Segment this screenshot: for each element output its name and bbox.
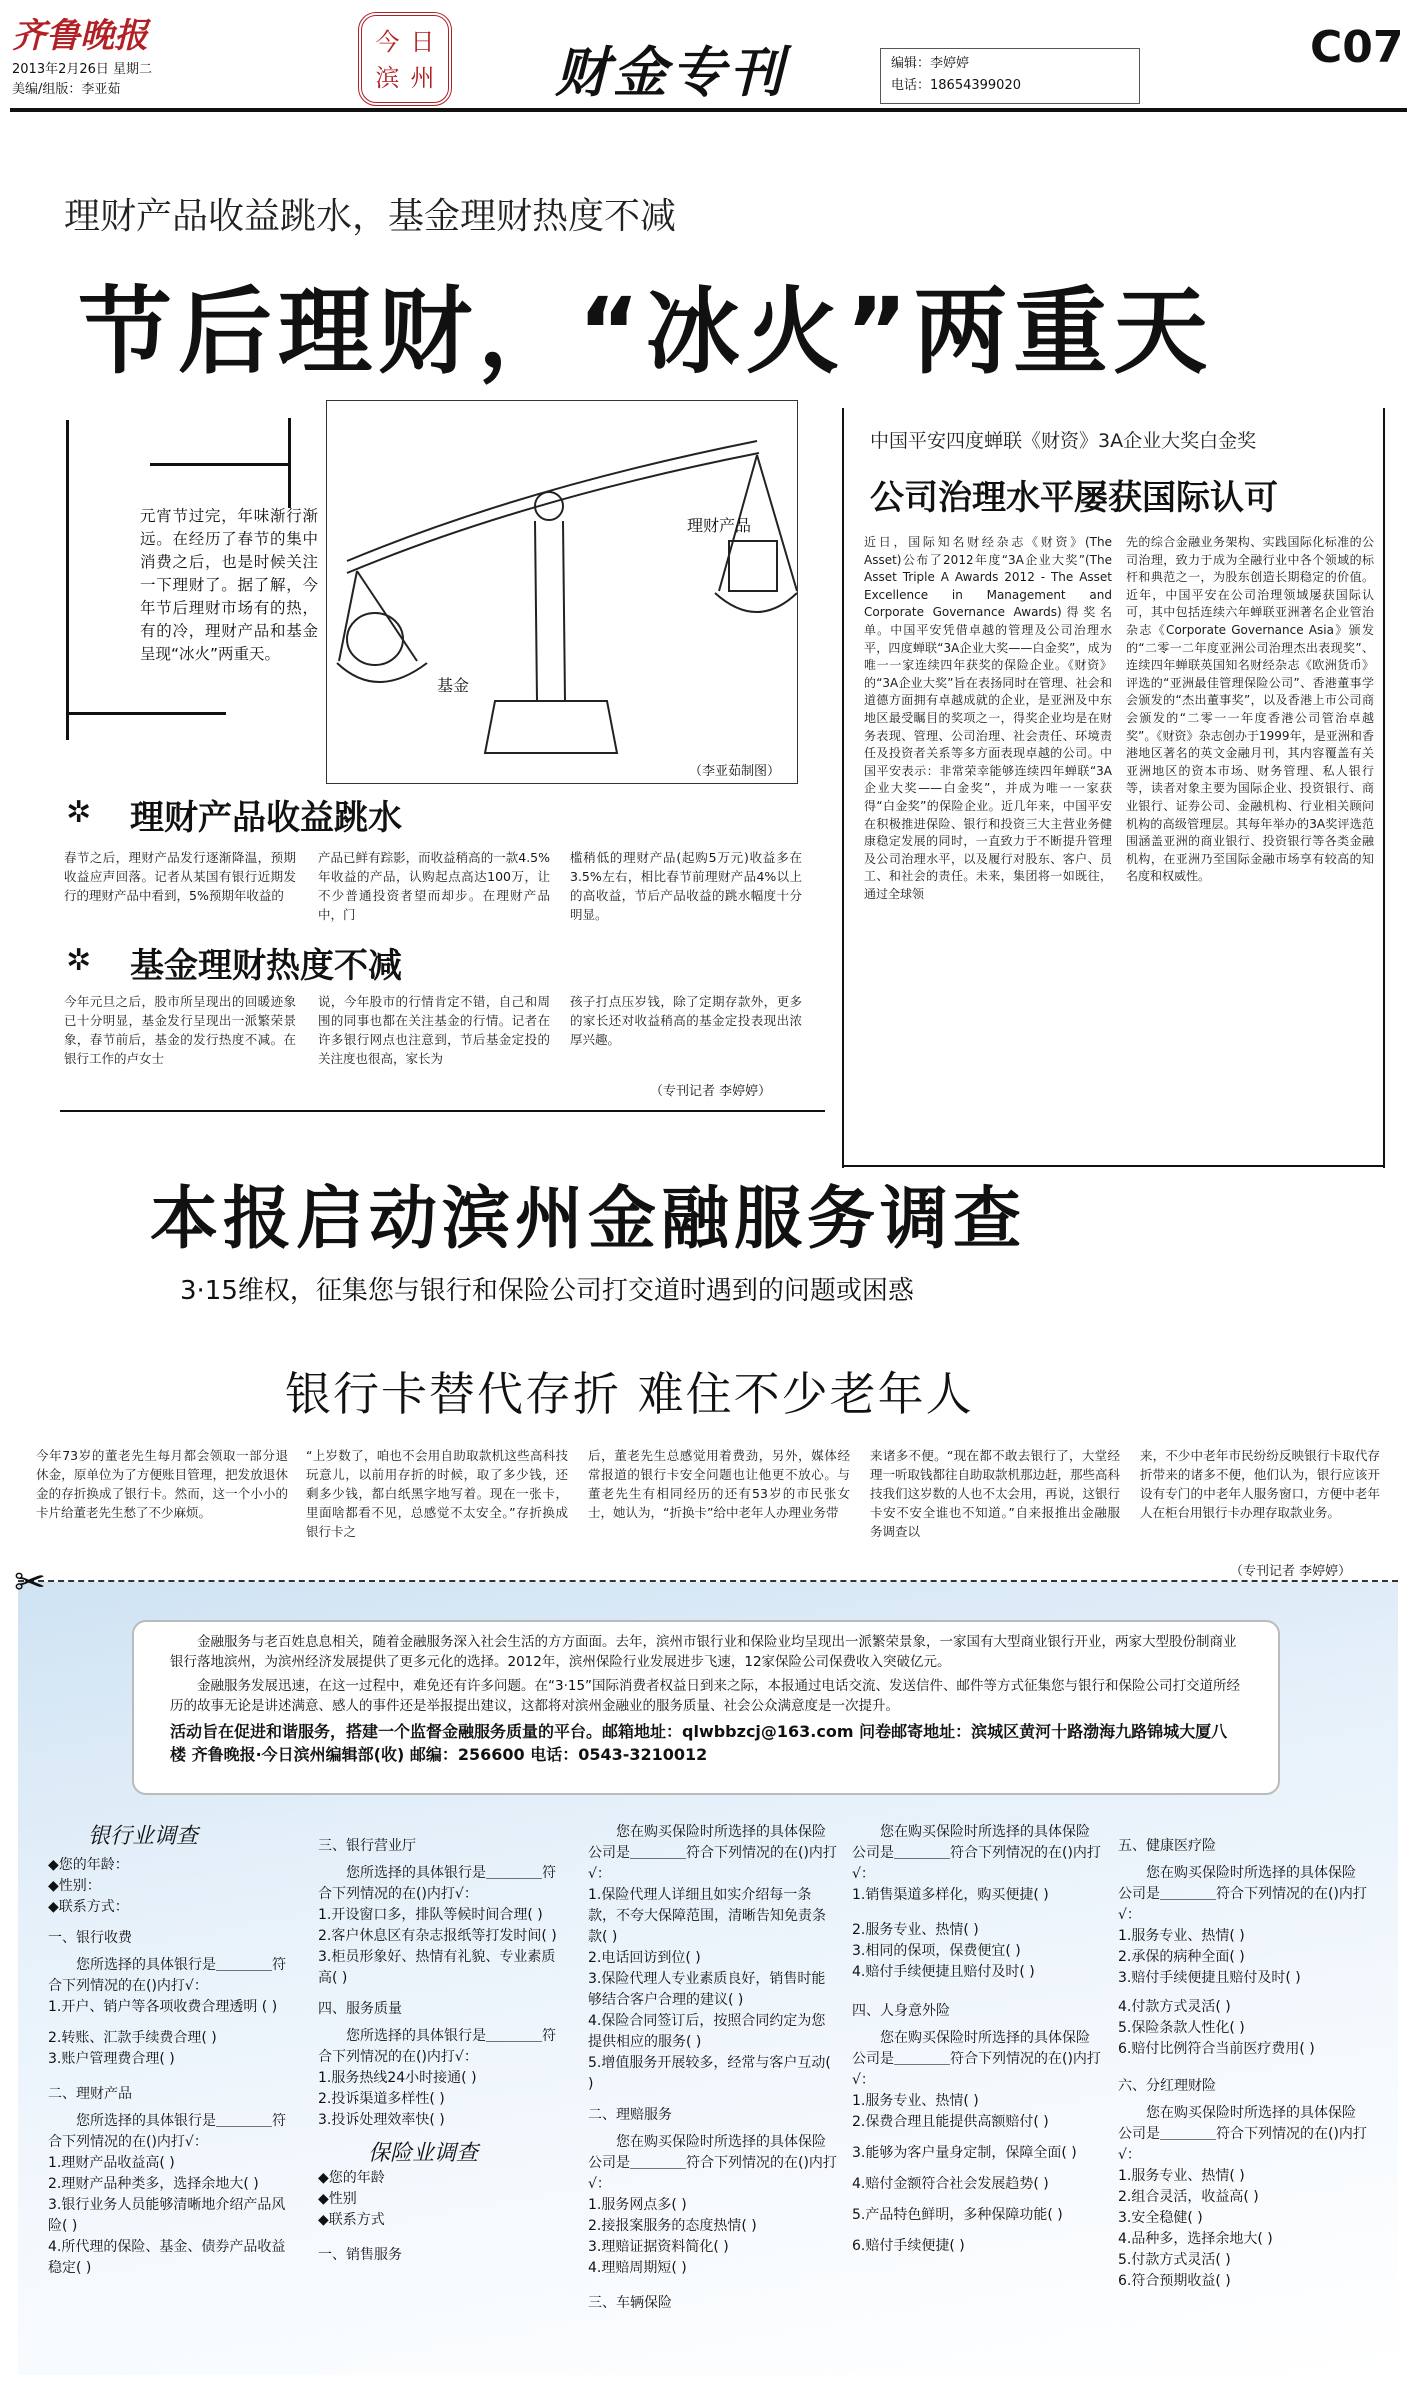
story3-col4: 来诸多不便。“现在都不敢去银行了，大堂经理一听取钱都往自助取款机那边赶，那些高科技我们这岁数的人也不太会用，再说，这银行卡安不安全谁也不知道。”自来报推出金融服务调查以 [870, 1448, 1121, 1539]
flower-bullet-icon: ✲ [66, 795, 92, 830]
section-heading: 二、理财产品 [48, 2086, 132, 2102]
option[interactable]: 2.承保的病种全面( ) [1118, 1949, 1245, 1965]
seal-char: 滨 [375, 64, 400, 92]
masthead-rule [10, 108, 1407, 112]
story2-divider [842, 408, 844, 1168]
option[interactable]: 5.付款方式灵活( ) [1118, 2252, 1231, 2268]
bank-survey-title: 银行业调查 [88, 1824, 199, 1849]
question: 您在购买保险时所选择的具体保险公司是＿＿＿＿符合下列情况的在()内打√： [588, 1824, 837, 1882]
survey-col3 [588, 1822, 838, 2314]
story2-col1: 近日，国际知名财经杂志《财资》(The Asset)公布了2012年度“3A企业大奖”(The Asset Triple A Awards 2012 - The Asset Excellence in Management and Corporate Governance Awards)得奖名单。中国平安凭借卓越的管理及公司治理水平，四度蝉联“3A企业大奖——白金奖”，成为唯一一家连续四年获奖的保险企业。《财资》的“3A企业大奖”旨在表扬同时在管理、社会和道德方面拥有卓越成就的企业，是亚洲及中东地区最受瞩目的奖项之一，得奖企业均是在财务表现、管理、公司治理、社会责任、环境责任及投资者关系等多方面表现卓越的公司。中国平安表示：非常荣幸能够连续四年蝉联“3A企业大奖——白金奖”，并成为唯一一家获得“白金奖”的保险企业。近几年来，中国平安在积极推进保险、银行和投资三大主营业务健康稳定发展的同时，一直致力于不断提升管理及公司治理水平，以及履行对股东、客户、员工、和社会的责任。未来，集团将一如既往，通过全球领 [864, 535, 1112, 901]
product-label: 理财产品 [687, 518, 752, 535]
corner-mark [66, 420, 69, 740]
corner-mark [150, 463, 290, 466]
section-title: 财金专刊 [555, 40, 787, 104]
option[interactable]: 3.银行业务人员能够清晰地介绍产品风险( ) [48, 2197, 286, 2234]
option[interactable]: 3.能够为客户量身定制，保障全面( ) [852, 2145, 1077, 2161]
option[interactable]: 2.组合灵活，收益高( ) [1118, 2189, 1259, 2205]
story1-headline: 节后理财，“冰火”两重天 [78, 278, 1214, 387]
story1-byline: （专刊记者 李婷婷） [650, 1084, 772, 1099]
flower-bullet-icon: ✲ [66, 943, 92, 978]
survey-col5 [1118, 1836, 1368, 2292]
story1-sub1-col2: 产品已鲜有踪影，而收益稍高的一款4.5%年收益的产品，认购起点高达100万，让不少普通投资者望而却步。在理财产品中，门 [318, 850, 550, 922]
option[interactable]: 5.保险条款人性化( ) [1118, 2020, 1245, 2036]
option[interactable]: 3.相同的保项，保费便宜( ) [852, 1943, 1021, 1959]
option[interactable]: 1.开设窗口多，排队等候时间合理( ) [318, 1907, 543, 1923]
corner-mark [66, 712, 226, 715]
section-heading: 一、银行收费 [48, 1930, 132, 1946]
option[interactable]: 2.投诉渠道多样性( ) [318, 2091, 445, 2107]
story2-col2: 先的综合金融业务架构、实践国际化标准的公司治理，致力于成为全融行业中各个领域的标杆和典范之一，为股东创造长期稳定的价值。近年，中国平安在公司治理领域屡获国际认可，其中包括连续六年蝉联亚洲著名企业管治杂志《Corporate Governance Asia》颁发的“二零一二年度亚洲公司治理杰出表现奖”、连续四年蝉联英国知名财经杂志《欧洲货币》评选的“亚洲最佳管理保险公司”、香港董事学会颁发的“杰出董事奖”，以及香港上市公司商会颁发的“二零一一年度香港公司管治卓越奖”。《财资》杂志创办于1999年，是亚洲和香港地区著名的英文金融月刊，其内容覆盖有关亚洲地区的资本市场、财务管理、私人银行等，读者对象主要为国际企业、投资银行、商业银行、证券公司、金融机构、行业相关顾问机构的高级管理层。其每年举办的3A奖评选范围涵盖亚洲的商业银行、投资银行等各类金融机构，在亚洲乃至国际金融市场享有较高的知名度和权威性。 [1126, 535, 1374, 884]
option[interactable]: 6.赔付比例符合当前医疗费用( ) [1118, 2041, 1315, 2057]
option[interactable]: 3.投诉处理效率快( ) [318, 2112, 445, 2128]
option[interactable]: 1.服务专业、热情( ) [1118, 1928, 1245, 1944]
corner-mark [288, 418, 291, 508]
question: 您所选择的具体银行是＿＿＿＿符合下列情况的在()内打√： [48, 2113, 286, 2150]
option[interactable]: 1.服务热线24小时接通( ) [318, 2070, 477, 2086]
notice-box [132, 1620, 1280, 1795]
fund-label: 基金 [437, 678, 470, 695]
section-heading: 六、分红理财险 [1118, 2078, 1216, 2094]
info-line[interactable]: ◆性别 [318, 2191, 357, 2207]
option[interactable]: 3.保险代理人专业素质良好，销售时能够结合客户合理的建议( ) [588, 1971, 826, 2008]
info-line[interactable]: ◆联系方式： [48, 1899, 129, 1915]
option[interactable]: 3.安全稳健( ) [1118, 2210, 1203, 2226]
story3-col1: 今年73岁的董老先生每月都会领取一部分退休金，原单位为了方便账目管理，把发放退休金的存折换成了银行卡。然而，这一个小小的卡片给董老先生愁了不少麻烦。 [36, 1448, 288, 1520]
section-heading: 二、理赔服务 [588, 2107, 672, 2123]
question: 您在购买保险时所选择的具体保险公司是＿＿＿＿符合下列情况的在()内打√： [1118, 2105, 1367, 2163]
question: 您所选择的具体银行是＿＿＿＿符合下列情况的在()内打√： [318, 2028, 556, 2065]
option[interactable]: 1.服务网点多( ) [588, 2197, 687, 2213]
info-line[interactable]: ◆联系方式 [318, 2212, 385, 2228]
option[interactable]: 2.转账、汇款手续费合理( ) [48, 2030, 217, 2046]
question: 您所选择的具体银行是＿＿＿＿符合下列情况的在()内打√： [318, 1865, 556, 1902]
story2-kicker: 中国平安四度蝉联《财资》3A企业大奖白金奖 [870, 430, 1257, 452]
option[interactable]: 4.赔付手续便捷且赔付及时( ) [852, 1964, 1035, 1980]
story1-kicker: 理财产品收益跳水，基金理财热度不减 [64, 196, 677, 237]
story3-col3: 后，董老先生总感觉用着费劲，另外，媒体经常报道的银行卡安全问题也让他更不放心。与董老先生有相同经历的还有53岁的市民张女士，她认为，“折换卡”给中老年人办理业务带 [588, 1448, 850, 1520]
editor-credit: 美编/组版：李亚茹 [12, 82, 121, 97]
editor-box [880, 48, 1140, 104]
option[interactable]: 4.赔付金额符合社会发展趋势( ) [852, 2176, 1049, 2192]
option[interactable]: 3.柜员形象好、热情有礼貌、专业素质高( ) [318, 1949, 556, 1986]
story2-divider [1383, 408, 1385, 1168]
editor-phone: 电话：18654399020 [891, 78, 1021, 93]
seal-char: 日 [410, 28, 435, 56]
section-heading: 一、销售服务 [318, 2247, 402, 2263]
seal-char: 州 [410, 64, 435, 92]
option[interactable]: 5.产品特色鲜明，多种保障功能( ) [852, 2207, 1063, 2223]
story3-subhead: 3·15维权，征集您与银行和保险公司打交道时遇到的问题或困惑 [180, 1276, 914, 1306]
option[interactable]: 2.保费合理且能提供高额赔付( ) [852, 2114, 1049, 2130]
story2-headline: 公司治理水平屡获国际认可 [870, 478, 1278, 518]
option[interactable]: 4.品种多，选择余地大( ) [1118, 2231, 1273, 2247]
info-line[interactable]: ◆您的年龄 [318, 2170, 385, 2186]
option[interactable]: 1.保险代理人详细且如实介绍每一条款，不夸大保障范围，清晰告知免责条款( ) [588, 1887, 826, 1945]
option[interactable]: 3.理赔证据资料简化( ) [588, 2239, 729, 2255]
option[interactable]: 3.赔付手续便捷且赔付及时( ) [1118, 1970, 1301, 1986]
scale-illustration [326, 400, 798, 784]
option[interactable]: 2.服务专业、热情( ) [852, 1922, 979, 1938]
question: 您在购买保险时所选择的具体保险公司是＿＿＿＿符合下列情况的在()内打√： [852, 1824, 1101, 1882]
question: 您所选择的具体银行是＿＿＿＿符合下列情况的在()内打√： [48, 1957, 286, 1994]
option[interactable]: 3.账户管理费合理( ) [48, 2051, 175, 2067]
option[interactable]: 4.所代理的保险、基金、债券产品收益稳定( ) [48, 2239, 286, 2276]
story1-rule [60, 1110, 825, 1112]
option[interactable]: 2.电话回访到位( ) [588, 1950, 701, 1966]
insurance-survey-title: 保险业调查 [368, 2141, 479, 2166]
option[interactable]: 1.理财产品收益高( ) [48, 2155, 175, 2171]
story3-col5: 来，不少中老年市民纷纷反映银行卡取代存折带来的诸多不便，他们认为，银行应该开设有专门的中老年人服务窗口，方便中老年人在柜台用银行卡办理存取款业务。 [1140, 1448, 1380, 1520]
section-heading: 三、车辆保险 [588, 2295, 672, 2311]
option[interactable]: 1.销售渠道多样化，购买便捷( ) [852, 1887, 1049, 1903]
issue-date: 2013年2月26日 星期二 [12, 62, 153, 77]
option[interactable]: 5.增值服务开展较多，经常与客户互动( ) [588, 2055, 831, 2092]
illustration-credit: （李亚茹制图） [689, 763, 781, 778]
option[interactable]: 2.客户休息区有杂志报纸等打发时间( ) [318, 1928, 557, 1944]
story1-sub1: 理财产品收益跳水 [130, 798, 402, 838]
section-heading: 四、人身意外险 [852, 2003, 950, 2019]
editor-name: 编辑：李婷婷 [891, 56, 970, 71]
option[interactable]: 1.开户、销户等各项收费合理透明 ( ) [48, 1999, 278, 2015]
info-line[interactable]: ◆性别： [48, 1878, 101, 1894]
story3-col2: “上岁数了，咱也不会用自助取款机这些高科技玩意儿，以前用存折的时候，取了多少钱，还剩多少钱，都白纸黑字地写着。现在一张卡，里面啥都看不见，总感觉不太安全。”存折换成银行卡之 [306, 1448, 568, 1539]
survey-col4 [852, 1822, 1102, 2257]
question: 您在购买保险时所选择的具体保险公司是＿＿＿＿符合下列情况的在()内打√： [588, 2134, 837, 2192]
section-heading: 三、银行营业厅 [318, 1838, 416, 1854]
story1-sub1-col3: 槛稍低的理财产品(起购5万元)收益多在3.5%左右，相比春节前理财产品4%以上的高收益，节后产品收益的跳水幅度十分明显。 [570, 850, 802, 922]
option[interactable]: 2.接报案服务的态度热情( ) [588, 2218, 757, 2234]
story1-lead: 元宵节过完，年味渐行渐远。在经历了春节的集中消费之后，也是时候关注一下理财了。据了解，今年节后理财市场有的热，有的冷，理财产品和基金呈现“冰火”两重天。 [140, 507, 318, 663]
option[interactable]: 2.理财产品种类多，选择余地大( ) [48, 2176, 259, 2192]
option[interactable]: 4.理赔周期短( ) [588, 2260, 687, 2276]
story1-sub2: 基金理财热度不减 [130, 946, 402, 986]
story1-sub1-col1: 春节之后，理财产品发行逐渐降温，预期收益应声回落。记者从某国有银行近期发行的理财产品中看到，5%预期年收益的 [64, 850, 296, 903]
seal-char: 今 [375, 28, 400, 56]
survey-col1 [48, 1826, 298, 2279]
story3-headline: 本报启动滨州金融服务调查 [150, 1180, 1027, 1259]
section-heading: 四、服务质量 [318, 2001, 402, 2017]
survey-col2 [318, 1836, 568, 2266]
option[interactable]: 1.服务专业、热情( ) [1118, 2168, 1245, 2184]
story1-sub2-col3: 孩子打点压岁钱，除了定期存款外，更多的家长还对收益稍高的基金定投表现出浓厚兴趣。 [570, 994, 802, 1047]
section-heading: 五、健康医疗险 [1118, 1838, 1216, 1854]
balance-scale-drawing [327, 401, 797, 783]
option[interactable]: 6.赔付手续便捷( ) [852, 2238, 965, 2254]
option[interactable]: 6.符合预期收益( ) [1118, 2273, 1231, 2289]
question: 您在购买保险时所选择的具体保险公司是＿＿＿＿符合下列情况的在()内打√： [1118, 1865, 1367, 1923]
scissors-icon: ✂ [14, 1560, 46, 1604]
story1-sub2-col1: 今年元旦之后，股市所呈现出的回暖迹象已十分明显，基金发行呈现出一派繁荣景象，春节前后，基金的发行热度不减。在银行工作的卢女士 [64, 994, 296, 1066]
story3-secondary: 银行卡替代存折 难住不少老年人 [285, 1367, 974, 1421]
notice-paragraph: 金融服务与老百姓息息相关，随着金融服务深入社会生活的方方面面。去年，滨州市银行业和保险业均呈现出一派繁荣景象，一家国有大型商业银行开业，两家大型股份制商业银行落地滨州，为滨州经济发展提供了更多元化的选择。2012年，滨州保险行业发展进步飞速，12家保险公司保费收入突破亿元。 [170, 1634, 1237, 1670]
page-number: C07 [1310, 22, 1404, 73]
paper-logo: 齐鲁晚报 [12, 16, 148, 56]
story1-sub2-col2: 说，今年股市的行情肯定不错，自己和周围的同事也都在关注基金的行情。记者在许多银行网点也注意到，节后基金定投的关注度也很高，家长为 [318, 994, 550, 1066]
option[interactable]: 4.保险合同签订后，按照合同约定为您提供相应的服务( ) [588, 2013, 826, 2050]
seal-logo [358, 12, 452, 106]
option[interactable]: 1.服务专业、热情( ) [852, 2093, 979, 2109]
notice-contact: 活动旨在促进和谐服务，搭建一个监督金融服务质量的平台。邮箱地址：qlwbbzcj@163.com 问卷邮寄地址：滨城区黄河十路渤海九路锦城大厦八楼 齐鲁晚报·今日滨州编辑部(收) 邮编：256600 电话：0543-3210012 [170, 1722, 1228, 1764]
story3-byline: （专刊记者 李婷婷） [1230, 1564, 1352, 1579]
notice-paragraph: 金融服务发展迅速，在这一过程中，难免还有许多问题。在“3·15”国际消费者权益日到来之际，本报通过电话交流、发送信件、邮件等方式征集您与银行和保险公司打交道所经历的故事无论是讲述满意、感人的事件还是举报提出建议，这都将对滨州金融业的服务质量、社会公众满意度是一次提升。 [170, 1678, 1241, 1714]
option[interactable]: 4.付款方式灵活( ) [1118, 1999, 1231, 2015]
info-line[interactable]: ◆您的年龄： [48, 1857, 129, 1873]
question: 您在购买保险时所选择的具体保险公司是＿＿＿＿符合下列情况的在()内打√： [852, 2030, 1101, 2088]
